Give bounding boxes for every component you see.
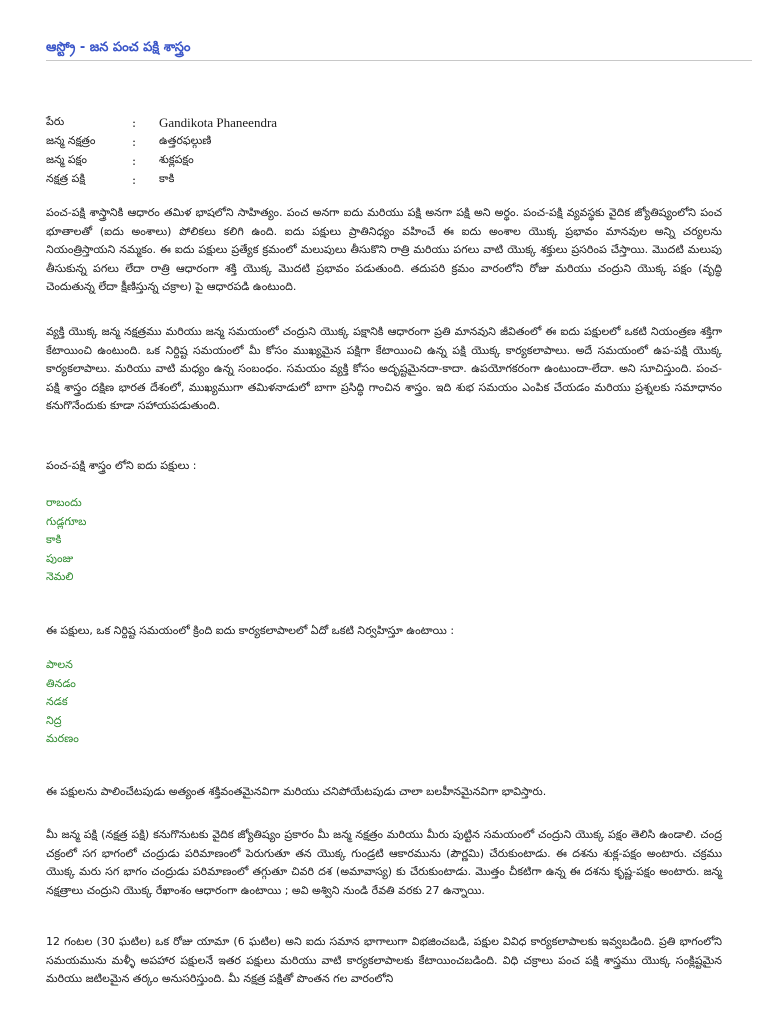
strength-paragraph: ఈ పక్షులను పాలించేటపుడు అత్యంత శక్తివంతమైనవిగా మరియు చనిపోయేటపుడు చాలా బలహీనమైనవిగా భావిస్తారు. [46, 785, 547, 798]
list-item: తినడం [46, 676, 76, 690]
profile-row-star [46, 132, 446, 151]
list-item: రాబందు [46, 496, 82, 509]
activities-list [46, 656, 79, 749]
profile-label: జన్మ పక్షం [46, 152, 87, 166]
list-item: పుంజు [46, 551, 74, 565]
profile-label: జన్మ నక్షత్రం [46, 133, 96, 147]
activities-intro: ఈ పక్షులు, ఒక నిర్దిష్ట సమయంలో క్రింది ఐదు కార్యకలాపాలలో ఏదో ఒకటి నిర్వహిస్తూ ఉంటాయి : [46, 624, 455, 637]
page-title: ఆస్ట్రో - జన పంచ పక్షి శాస్త్రం [46, 40, 191, 55]
profile-value: Gandikota Phaneendra [159, 114, 278, 130]
profile-table [46, 113, 446, 189]
list-item: నడక [46, 695, 68, 708]
birth-bird-paragraph: మీ జన్మ పక్షి (నక్షత్ర పక్షి) కనుగొనుటకు వైదిక జ్యోతిష్యం ప్రకారం మీ జన్మ నక్షత్రం మరియు మీరు పుట్టిన సమయంలో చంద్రుని యొక్క పక్షం తెలిసి ఉండాలి. చంద్ర చక్రంలో సగ భాగంలో చంద్రుడు పరిమాణంలో పెరుగుతూ తన యొక్క గుండ్రటి ఆకారమును (పౌర్ణమి) చేరుకుంటాడు. ఈ దశను శుక్ల-పక్షం అంటారు. చక్రము యొక్క మరు సగ భాగం చంద్రుడు పరిమాణంలో తగ్గుతూ చివరి దశ (అమావాస్య) కు చేరుకుంటాడు. మొత్తం చీకటిగా ఉన్న ఈ దశను కృష్ణ-పక్షం అంటారు. జన్మ నక్షత్రాలు చంద్రుని యొక్క రేఖాంశం ఆధారంగా ఉంటాయి ; అవి అశ్విని నుండి రేవతి వరకు 27 ఉన్నాయి. [46, 828, 722, 897]
birds-list [46, 494, 86, 587]
list-item: మరణం [46, 732, 79, 745]
profile-value: శుక్లపక్షం [159, 152, 194, 166]
profile-value: ఉత్తరఫల్గుణి [159, 133, 212, 147]
intro-paragraph: పంచ-పక్షి శాస్త్రానికి ఆధారం తమిళ భాషలోని సాహిత్యం. పంచ అనగా ఐదు మరియు పక్షి అనగా పక్షి అని అర్థం. పంచ-పక్షి వ్యవస్థకు వైదిక జ్యోతిష్యంలోని పంచ భూతాలతో (ఐదు అంశాలు) పోలికలు కలిగి ఉంది. ఐదు పక్షులు ప్రాతినిధ్యం వహించే ఈ ఐదు అంశాల యొక్క ప్రభావం మానవుల అన్ని చర్యలను నియంత్రిస్తాయని నమ్మకం. ఈ ఐదు పక్షులు ప్రత్యేక క్రమంలో మలుపులు తీసుకొని రాత్రి మరియు పగలు వాటి యొక్క శక్తులు ప్రసరింప చేస్తాయి. మొదటి మలుపు తీసుకున్న పగలు లేదా రాత్రి ఆధారంగా శక్తి యొక్క మొదటి ప్రభావం పడుతుంది. తదుపరి క్రమం వారంలోని రోజు మరియు చంద్రుని యొక్క పక్షం (వృద్ధి చెందుతున్న లేదా క్షీణిస్తున్న చక్రాల) పై ఆధారపడి ఉంటుంది. [46, 206, 722, 293]
list-item: కాకి [46, 533, 62, 546]
yama-paragraph: 12 గంటల (30 ఘటిల) ఒక రోజు యామా (6 ఘటిల) అని ఐదు సమాన భాగాలుగా విభజించబడి, పక్షుల వివిధ కార్యకలాపాలకు ఇవ్వబడింది. ప్రతి భాగంలోని సమయమును మళ్ళీ అపహార పక్షులనే ఇతర పక్షులు మరియు వాటి కార్యకలాపాలకు కేటాయించబడింది. విధి చక్రాలు పంచ పక్షి శాస్త్రము యొక్క సంక్లిష్టమైన మరియు జటిలమైన తర్కం అనుసరిస్తుంది. మీ నక్షత్ర పక్షితో పొంతన గల వారంలోని [46, 935, 722, 985]
title-divider [46, 60, 752, 61]
profile-colon: : [132, 134, 137, 149]
list-item: నెమలి [46, 570, 74, 583]
list-item: పాలన [46, 658, 73, 671]
profile-row-paksha [46, 151, 446, 170]
profile-row-bird [46, 170, 446, 189]
profile-colon: : [132, 153, 137, 168]
profile-label: నక్షత్ర పక్షి [46, 171, 86, 185]
birds-intro: పంచ-పక్షి శాస్త్రం లోని ఐదు పక్షులు : [46, 459, 197, 472]
profile-colon: : [132, 115, 137, 130]
list-item: నిద్ర [46, 713, 62, 727]
profile-label: పేరు [46, 114, 65, 128]
profile-row-name [46, 113, 446, 132]
profile-colon: : [132, 172, 137, 187]
birth-star-paragraph: వ్యక్తి యొక్క జన్మ నక్షత్రము మరియు జన్మ సమయంలో చంద్రుని యొక్క పక్షానికి ఆధారంగా ప్రతి మానవుని జీవితంలో ఈ ఐదు పక్షులలో ఒకటి నియంత్రణ శక్తిగా కేటాయించి ఉంటుంది. ఒక నిర్దిష్ట సమయంలో మీ కోసం ముఖ్యమైన పక్షిగా కేటాయించి ఉన్న పక్షి యొక్క కార్యకలాపాలు. అదే సమయంలో ఉప-పక్షి యొక్క కార్యకలాపాలు. మరియు వాటి మధ్యం ఉన్న సంబంధం. సమయం వ్యక్తి కోసం అదృష్టమైనదా-కాదా. ఉపయోగకరంగా ఉంటుందా-లేదా. అని సూచిస్తుంది. పంచ-పక్షి శాస్త్రం దక్షిణ భారత దేశంలో, ముఖ్యముగా తమిళనాడులో బాగా ప్రసిద్ధి గాంచిన శాస్త్రం. ఇది శుభ సమయం ఎంపిక చేయడం మరియు ప్రశ్నలకు సమాధానం కనుగొనేందుకు కూడా సహాయపడుతుంది. [46, 325, 722, 412]
list-item: గుడ్లగూబ [46, 514, 87, 528]
profile-value: కాకి [159, 171, 175, 185]
